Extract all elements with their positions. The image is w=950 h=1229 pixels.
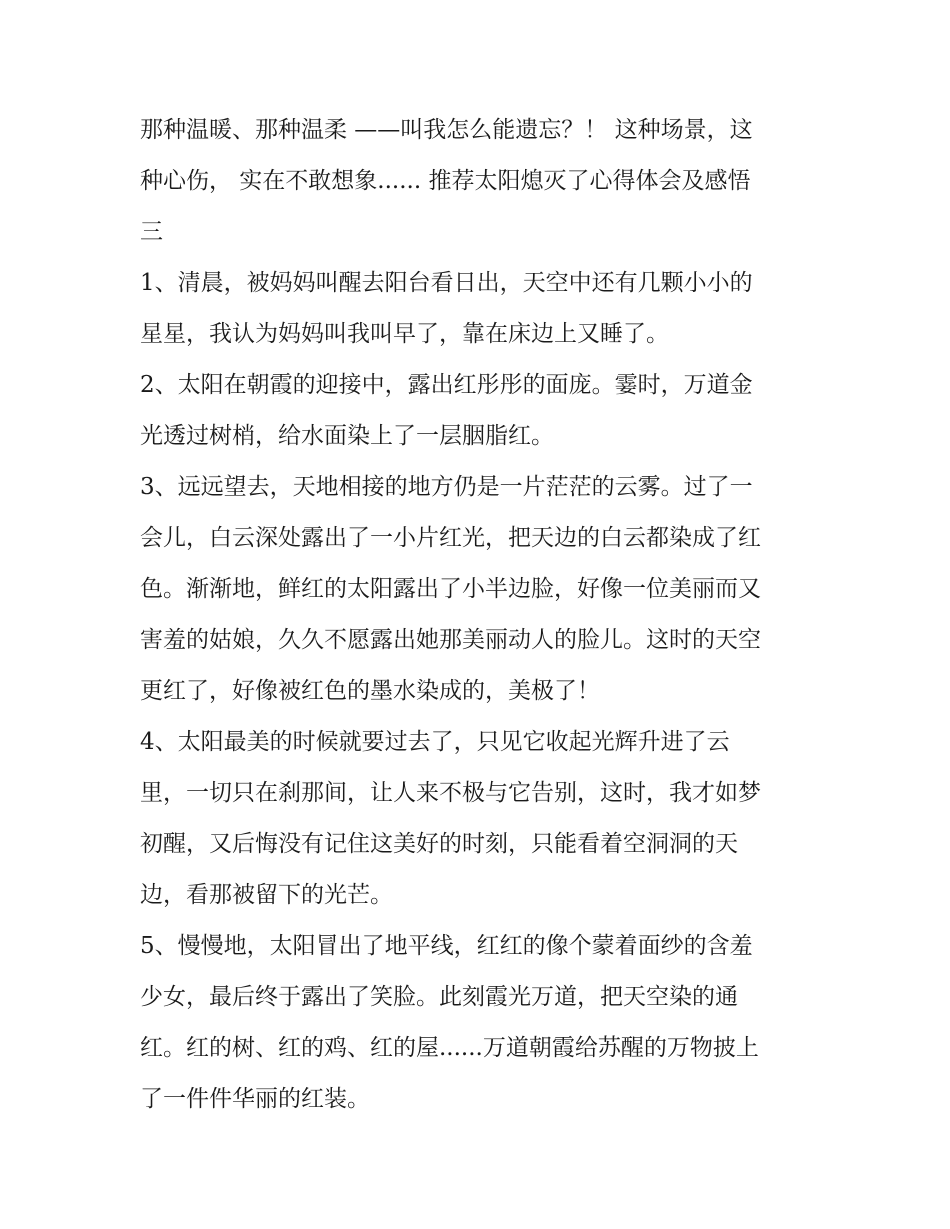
text-line: 光透过树梢，给水面染上了一层胭脂红。 <box>140 423 554 449</box>
text-line: 3、远远望去，天地相接的地方仍是一片茫茫的云雾。过了一 <box>140 474 753 500</box>
text-line: 星星，我认为妈妈叫我叫早了，靠在床边上又睡了。 <box>140 321 669 347</box>
text-line: 会儿，白云深处露出了一小片红光，把天边的白云都染成了红 <box>140 525 761 551</box>
text-line: 害羞的姑娘，久久不愿露出她那美丽动人的脸儿。这时的天空 <box>140 627 761 653</box>
text-line: 了一件件华丽的红装。 <box>140 1086 370 1112</box>
text-line: 红。红的树、红的鸡、红的屋......万道朝霞给苏醒的万物披上 <box>140 1035 759 1061</box>
text-line: 种心伤， 实在不敢想象...... 推荐太阳熄灭了心得体会及感悟 <box>140 168 751 194</box>
text-line: 边，看那被留下的光芒。 <box>140 882 393 908</box>
text-line: 里，一切只在刹那间，让人来不极与它告别，这时，我才如梦 <box>140 780 761 806</box>
text-line: 那种温暖、那种温柔 ——叫我怎么能遗忘？！ 这种场景，这 <box>140 117 753 143</box>
text-line: 更红了，好像被红色的墨水染成的，美极了！ <box>140 678 600 704</box>
text-line: 2、太阳在朝霞的迎接中，露出红彤彤的面庞。霎时，万道金 <box>140 372 753 398</box>
text-line: 4、太阳最美的时候就要过去了，只见它收起光辉升进了云 <box>140 729 730 755</box>
text-line: 1、清晨，被妈妈叫醒去阳台看日出，天空中还有几颗小小的 <box>140 270 753 296</box>
text-line: 初醒，又后悔没有记住这美好的时刻，只能看着空洞洞的天 <box>140 831 738 857</box>
text-line: 三 <box>140 219 163 245</box>
document-body <box>140 105 820 1125</box>
text-line: 少女，最后终于露出了笑脸。此刻霞光万道，把天空染的通 <box>140 984 738 1010</box>
text-line: 5、慢慢地，太阳冒出了地平线，红红的像个蒙着面纱的含羞 <box>140 933 753 959</box>
text-line: 色。渐渐地，鲜红的太阳露出了小半边脸，好像一位美丽而又 <box>140 576 761 602</box>
